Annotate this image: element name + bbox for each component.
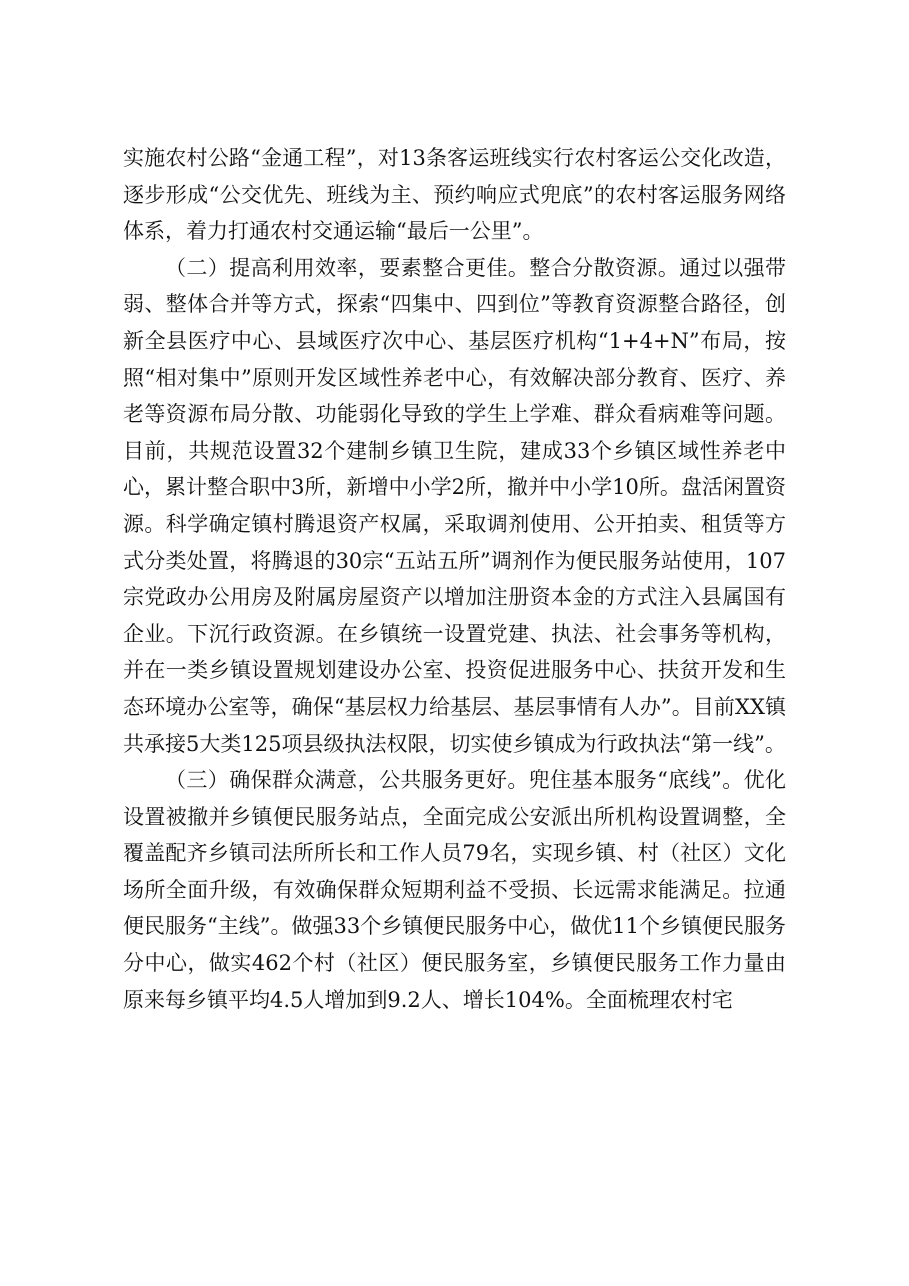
paragraph-section-two: （二）提高利用效率，要素整合更佳。整合分散资源。通过以强带弱、整体合并等方式，探索“四集中、四到位”等教育资源整合路径，创新全县医疗中心、县域医疗次中心、基层医疗机构“1+4+N”布局，按照“相对集中”原则开发区域性养老中心，有效解决部分教育、医疗、养老等资源布局分散、功能弱化导致的学生上学难、群众看病难等问题。目前，共规范设置32个建制乡镇卫生院，建成33个乡镇区域性养老中心，累计整合职中3所，新增中小学2所，撤并中小学10所。盘活闲置资源。科学确定镇村腾退资产权属，采取调剂使用、公开拍卖、租赁等方式分类处置，将腾退的30宗“五站五所”调剂作为便民服务站使用，107宗党政办公用房及附属房屋资产以增加注册资本金的方式注入县属国有企业。下沉行政资源。在乡镇统一设置党建、执法、社会事务等机构，并在一类乡镇设置规划建设办公室、投资促进服务中心、扶贫开发和生态环境办公室等，确保“基层权力给基层、基层事情有人办”。目前XX镇共承接5大类125项县级执法权限，切实使乡镇成为行政执法“第一线”。: [123, 255, 786, 756]
body-text: [123, 140, 786, 1018]
paragraph-section-three: （三）确保群众满意，公共服务更好。兜住基本服务“底线”。优化设置被撤并乡镇便民服务站点，全面完成公安派出所机构设置调整，全覆盖配齐乡镇司法所所长和工作人员79名，实现乡镇、村（社区）文化场所全面升级，有效确保群众短期利益不受损、长远需求能满足。拉通便民服务“主线”。做强33个乡镇便民服务中心，做优11个乡镇便民服务分中心，做实462个村（社区）便民服务室，乡镇便民服务工作力量由原来每乡镇平均4.5人增加到9.2人、增长104%。全面梳理农村宅: [123, 768, 786, 1012]
paragraph-continuation: 实施农村公路“金通工程”，对13条客运班线实行农村客运公交化改造，逐步形成“公交优先、班线为主、预约响应式兜底”的农村客运服务网络体系，着力打通农村交通运输“最后一公里”。: [123, 146, 786, 244]
